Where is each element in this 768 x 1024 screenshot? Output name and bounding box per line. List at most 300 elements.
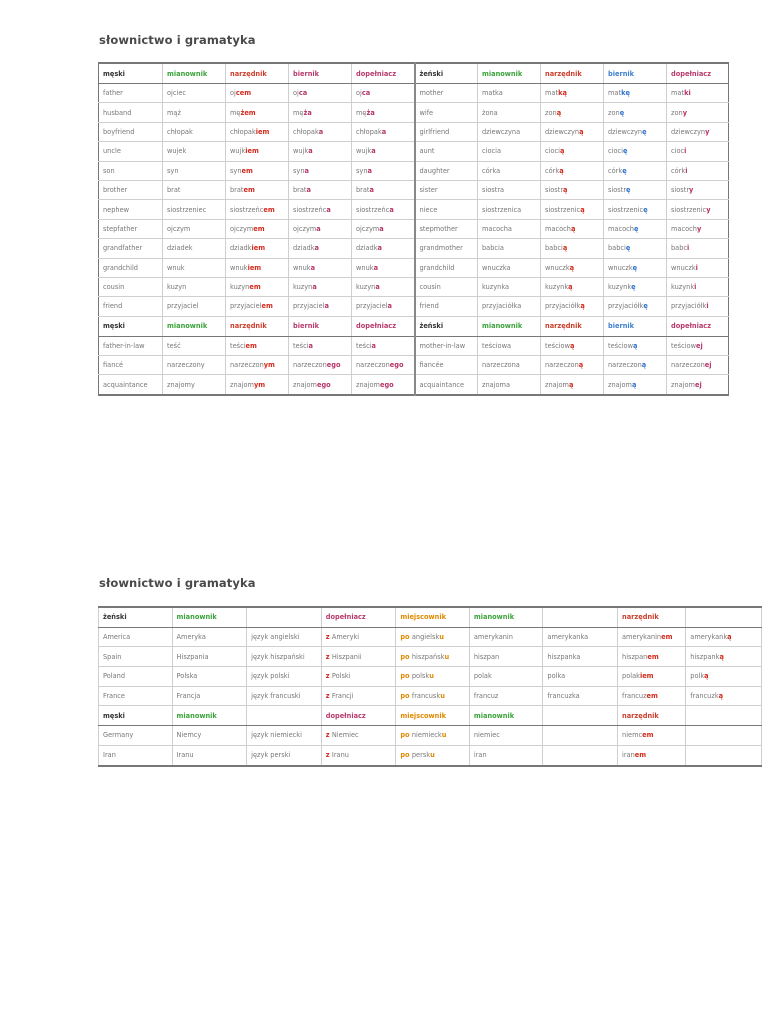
word-ending: y	[706, 205, 711, 214]
word-ending: ą	[563, 186, 568, 195]
word-stem: narzeczon	[671, 361, 705, 370]
table-cell: daughter	[415, 161, 478, 180]
word-stem: Iranu	[331, 751, 349, 760]
table-cell: grandchild	[99, 258, 163, 277]
word-ending: y	[682, 108, 687, 117]
word-stem: narzeczon	[230, 361, 264, 370]
table-cell	[321, 686, 396, 706]
table-row	[99, 103, 729, 122]
table-cell: babcia	[478, 239, 541, 258]
word-stem: dziadk	[293, 244, 315, 253]
table-cell	[321, 726, 396, 746]
table-row	[99, 336, 729, 355]
word-ending: ą	[641, 361, 647, 370]
table-cell	[686, 647, 762, 667]
table-cell: żona	[478, 103, 541, 122]
table-cell: Niemcy	[172, 726, 247, 746]
preposition: z	[325, 751, 332, 760]
table-cell	[618, 667, 686, 687]
word-ending: a	[326, 205, 331, 214]
table-row	[99, 84, 729, 103]
word-stem: hiszpan	[622, 652, 648, 661]
word-ending: em	[646, 692, 658, 701]
word-stem: mę	[356, 108, 367, 117]
word-stem: znajom	[608, 380, 632, 389]
word-ending: a	[316, 224, 321, 233]
table-cell	[618, 647, 686, 667]
table-cell	[686, 726, 762, 746]
word-ending: a	[371, 341, 376, 350]
word-ending: a	[324, 302, 329, 311]
word-ending: u	[429, 672, 434, 681]
column-header	[543, 607, 618, 627]
table-cell: amerykanka	[543, 627, 618, 647]
word-ending: em	[263, 205, 275, 214]
column-header: miejscownik	[396, 706, 470, 726]
table-cell: uncle	[99, 142, 163, 161]
table-cell: cousin	[415, 277, 478, 296]
word-stem: mat	[671, 89, 685, 98]
table-cell	[604, 219, 667, 238]
table-cell	[541, 161, 604, 180]
word-ending: a	[308, 341, 313, 350]
table-cell	[396, 726, 470, 746]
table-cell	[396, 627, 470, 647]
table2-header-row	[99, 706, 762, 726]
table-cell	[686, 745, 762, 765]
table-cell	[226, 180, 289, 199]
table-cell	[226, 277, 289, 296]
table-cell	[289, 200, 352, 219]
word-stem: ojczym	[230, 224, 254, 233]
column-header: dopełniacz	[321, 706, 396, 726]
table-cell	[289, 277, 352, 296]
table-cell	[667, 336, 729, 355]
table-cell: polak	[469, 667, 543, 687]
word-stem: niemc	[622, 731, 643, 740]
table-cell	[541, 219, 604, 238]
column-header: mianownik	[478, 63, 541, 84]
word-stem: syn	[230, 166, 242, 175]
table-row	[99, 686, 762, 706]
table-cell	[604, 122, 667, 141]
word-ending: a	[310, 263, 316, 272]
table-cell: mąż	[163, 103, 226, 122]
table-cell: francuzka	[543, 686, 618, 706]
word-stem: oj	[230, 89, 236, 98]
table-cell	[667, 84, 729, 103]
table-cell	[289, 84, 352, 103]
table-cell	[541, 122, 604, 141]
table-cell	[352, 258, 415, 277]
table-cell	[226, 200, 289, 219]
table-cell	[226, 356, 289, 375]
word-stem: brat	[230, 186, 244, 195]
table-cell	[618, 726, 686, 746]
column-header	[543, 706, 618, 726]
word-ending: iem	[251, 244, 266, 253]
table-cell	[289, 161, 352, 180]
word-stem: wnuk	[356, 263, 374, 272]
preposition: z	[325, 672, 332, 681]
table-row	[99, 258, 729, 277]
word-stem: narzeczon	[293, 361, 327, 370]
column-header: mianownik	[163, 63, 226, 84]
word-ending: a	[371, 147, 376, 156]
column-header: narzędnik	[226, 63, 289, 84]
table-cell	[289, 356, 352, 375]
word-stem: teściow	[608, 341, 633, 350]
word-ending: y	[689, 186, 694, 195]
table-cell	[352, 336, 415, 355]
table-row	[99, 375, 729, 395]
word-stem: angielsk	[411, 633, 440, 642]
table-cell: syn	[163, 161, 226, 180]
word-stem: macoch	[671, 224, 697, 233]
word-stem: chłopak	[356, 127, 382, 136]
table-cell	[667, 219, 729, 238]
table-cell: macocha	[478, 219, 541, 238]
table-row	[99, 239, 729, 258]
word-stem: amerykank	[690, 633, 728, 642]
table-cell	[226, 219, 289, 238]
table-cell	[352, 297, 415, 316]
table-cell	[541, 142, 604, 161]
word-ending: a	[389, 205, 394, 214]
word-ending: i	[685, 166, 688, 175]
word-stem: narzeczon	[545, 361, 579, 370]
table-cell	[604, 277, 667, 296]
table-cell: matka	[478, 84, 541, 103]
table-cell	[352, 142, 415, 161]
table-cell	[396, 745, 470, 765]
table-cell	[604, 180, 667, 199]
table-cell: język angielski	[247, 627, 322, 647]
preposition: po	[400, 692, 412, 701]
table-cell	[289, 122, 352, 141]
word-stem: znajom	[293, 380, 317, 389]
table-cell: America	[99, 627, 173, 647]
table-cell	[667, 122, 729, 141]
word-stem: siostr	[608, 186, 627, 195]
word-stem: cioci	[545, 147, 560, 156]
word-ending: i	[687, 244, 690, 253]
table-cell: Hiszpania	[172, 647, 247, 667]
table-cell	[352, 356, 415, 375]
table-row	[99, 122, 729, 141]
word-ending: ą	[579, 127, 584, 136]
word-stem: zon	[671, 108, 683, 117]
table-cell	[226, 103, 289, 122]
word-stem: kuzyn	[293, 283, 313, 292]
word-stem: zon	[545, 108, 557, 117]
word-stem: macoch	[608, 224, 634, 233]
preposition: po	[400, 731, 412, 740]
table-cell: France	[99, 686, 173, 706]
table-cell: kuzyn	[163, 277, 226, 296]
word-stem: siostrzenic	[608, 205, 644, 214]
word-stem: siostrzenic	[671, 205, 707, 214]
word-ending: em	[243, 186, 255, 195]
word-ending: ą	[569, 263, 575, 272]
table-cell	[618, 627, 686, 647]
table-cell	[541, 258, 604, 277]
word-ending: a	[312, 283, 317, 292]
word-stem: persk	[411, 751, 431, 760]
table-cell: hiszpanka	[543, 647, 618, 667]
table-cell	[604, 103, 667, 122]
word-stem: ojczym	[293, 224, 317, 233]
table-cell	[541, 103, 604, 122]
word-stem: cioci	[608, 147, 623, 156]
table-cell	[543, 726, 618, 746]
word-ending: a	[373, 263, 379, 272]
table-cell: son	[99, 161, 163, 180]
column-header: narzędnik	[541, 316, 604, 336]
table-cell: fiancée	[415, 356, 478, 375]
table-row	[99, 726, 762, 746]
table-cell: dziadek	[163, 239, 226, 258]
table-cell: teść	[163, 336, 226, 355]
table-cell: ojczym	[163, 219, 226, 238]
table-row	[99, 161, 729, 180]
word-stem: przyjaciel	[293, 302, 325, 311]
word-ending: i	[695, 263, 698, 272]
table-cell: friend	[415, 297, 478, 316]
table-cell: husband	[99, 103, 163, 122]
word-stem: znajom	[545, 380, 569, 389]
word-ending: ę	[626, 186, 631, 195]
word-stem: polk	[690, 672, 705, 681]
table-cell	[541, 180, 604, 199]
table-cell	[396, 667, 470, 687]
table1-header-row	[99, 316, 729, 336]
word-ending: y	[696, 224, 702, 233]
table-cell	[289, 103, 352, 122]
word-ending: kę	[621, 89, 630, 98]
column-header: dopełniacz	[321, 607, 396, 627]
word-stem: mę	[293, 108, 304, 117]
table-cell	[667, 356, 729, 375]
page-title-2: słownictwo i gramatyka	[99, 576, 256, 590]
vocab-table-family	[98, 62, 729, 396]
column-header: mianownik	[163, 316, 226, 336]
table-cell	[352, 84, 415, 103]
word-stem: dziadk	[230, 244, 252, 253]
table-cell: Francja	[172, 686, 247, 706]
table-cell	[667, 239, 729, 258]
table-cell: stepfather	[99, 219, 163, 238]
column-header: mianownik	[478, 316, 541, 336]
table-cell: father	[99, 84, 163, 103]
table-cell	[289, 336, 352, 355]
word-ending: y	[705, 127, 710, 136]
preposition: po	[400, 751, 412, 760]
table-cell: Spain	[99, 647, 173, 667]
column-header: żeński	[99, 607, 173, 627]
word-stem: przyjaciółk	[608, 302, 644, 311]
column-header: dopełniacz	[352, 316, 415, 336]
word-ending: em	[647, 652, 659, 661]
page-title-1: słownictwo i gramatyka	[99, 33, 256, 47]
table-cell: wife	[415, 103, 478, 122]
word-stem: wnuczk	[545, 263, 570, 272]
word-stem: wujk	[356, 147, 372, 156]
table-cell: brat	[163, 180, 226, 199]
table-cell	[396, 647, 470, 667]
table-cell	[618, 686, 686, 706]
word-ending: ę	[631, 283, 636, 292]
table-cell: stepmother	[415, 219, 478, 238]
table-cell: wujek	[163, 142, 226, 161]
word-ending: ę	[632, 263, 638, 272]
word-stem: brat	[293, 186, 307, 195]
word-stem: wnuczk	[671, 263, 696, 272]
word-stem: kuzynk	[671, 283, 695, 292]
table-cell	[352, 219, 415, 238]
table-cell	[541, 84, 604, 103]
word-ending: ą	[719, 652, 724, 661]
word-ending: ym	[253, 380, 266, 389]
column-header: dopełniacz	[667, 63, 729, 84]
table-cell: nephew	[99, 200, 163, 219]
table-cell	[604, 375, 667, 395]
table1-header-row	[99, 63, 729, 84]
word-ending: em	[253, 224, 265, 233]
word-stem: siostrzeńc	[356, 205, 390, 214]
word-stem: Hiszpanii	[331, 652, 362, 661]
table-cell	[226, 122, 289, 141]
table-cell	[686, 686, 762, 706]
table-cell	[541, 239, 604, 258]
word-ending: ego	[379, 380, 394, 389]
word-ending: ca	[298, 89, 308, 98]
table-cell: ciocia	[478, 142, 541, 161]
word-stem: teściow	[671, 341, 696, 350]
column-header: dopełniacz	[352, 63, 415, 84]
table-cell: Iranu	[172, 745, 247, 765]
table-cell	[289, 258, 352, 277]
word-stem: Niemiec	[331, 731, 359, 740]
table-cell	[352, 200, 415, 219]
word-stem: polak	[622, 672, 640, 681]
table-cell: dziewczyna	[478, 122, 541, 141]
table-cell: Poland	[99, 667, 173, 687]
table-cell	[352, 122, 415, 141]
column-header: narzędnik	[541, 63, 604, 84]
word-stem: hiszpańsk	[411, 652, 445, 661]
word-ending: a	[369, 186, 374, 195]
table-cell	[352, 277, 415, 296]
preposition: z	[325, 652, 332, 661]
word-stem: niemieck	[411, 731, 442, 740]
table-row	[99, 200, 729, 219]
column-header: miejscownik	[396, 607, 470, 627]
word-stem: babci	[545, 244, 563, 253]
table-cell	[667, 142, 729, 161]
word-ending: ą	[704, 672, 709, 681]
word-stem: narzeczon	[356, 361, 390, 370]
table-cell: mother	[415, 84, 478, 103]
column-header: biernik	[289, 63, 352, 84]
word-ending: ej	[695, 341, 703, 350]
preposition: po	[400, 633, 412, 642]
table-cell: grandmother	[415, 239, 478, 258]
word-ending: u	[440, 692, 445, 701]
column-header	[247, 607, 322, 627]
word-stem: zon	[608, 108, 620, 117]
word-ending: u	[439, 633, 444, 642]
table-cell	[541, 336, 604, 355]
table-cell	[604, 161, 667, 180]
word-stem: ojczym	[356, 224, 380, 233]
table-cell	[604, 356, 667, 375]
table-cell	[226, 142, 289, 161]
column-header: biernik	[604, 63, 667, 84]
word-stem: mat	[545, 89, 559, 98]
column-header: mianownik	[469, 607, 543, 627]
word-stem: brat	[356, 186, 370, 195]
word-ending: a	[377, 244, 382, 253]
word-ending: em	[634, 751, 647, 760]
word-stem: babci	[608, 244, 626, 253]
word-ending: ża	[303, 108, 312, 117]
preposition: z	[325, 731, 332, 740]
table-cell	[226, 84, 289, 103]
word-ending: ą	[580, 205, 585, 214]
table-cell: Ameryka	[172, 627, 247, 647]
table2-header-row	[99, 607, 762, 627]
table-cell: język perski	[247, 745, 322, 765]
word-ending: a	[304, 166, 309, 175]
word-ending: ą	[568, 380, 574, 389]
table-row	[99, 356, 729, 375]
word-stem: francuz	[622, 692, 647, 701]
word-ending: a	[379, 224, 384, 233]
table-cell: grandfather	[99, 239, 163, 258]
word-stem: siostr	[545, 186, 564, 195]
column-header: męski	[99, 316, 163, 336]
table-cell: ojciec	[163, 84, 226, 103]
word-ending: ę	[633, 224, 639, 233]
word-ending: iem	[255, 127, 270, 136]
table-cell: aunt	[415, 142, 478, 161]
table-cell	[686, 627, 762, 647]
word-stem: oj	[356, 89, 362, 98]
table-cell	[604, 336, 667, 355]
table-cell: sister	[415, 180, 478, 199]
table-row	[99, 627, 762, 647]
table-cell: siostrzeniec	[163, 200, 226, 219]
column-header	[686, 706, 762, 726]
table-cell	[667, 258, 729, 277]
word-ending: ą	[727, 633, 732, 642]
word-ending: ę	[643, 205, 648, 214]
word-ending: ę	[622, 147, 628, 156]
word-stem: przyjaciółk	[671, 302, 707, 311]
word-stem: wnuk	[230, 263, 248, 272]
word-ending: i	[684, 147, 687, 156]
word-ending: ej	[694, 380, 702, 389]
table-cell	[667, 297, 729, 316]
word-stem: oj	[293, 89, 299, 98]
column-header: męski	[99, 63, 163, 84]
preposition: po	[400, 652, 412, 661]
word-ending: ą	[631, 380, 637, 389]
word-ending: ą	[568, 283, 573, 292]
word-stem: wujk	[293, 147, 309, 156]
table-cell: znajoma	[478, 375, 541, 395]
